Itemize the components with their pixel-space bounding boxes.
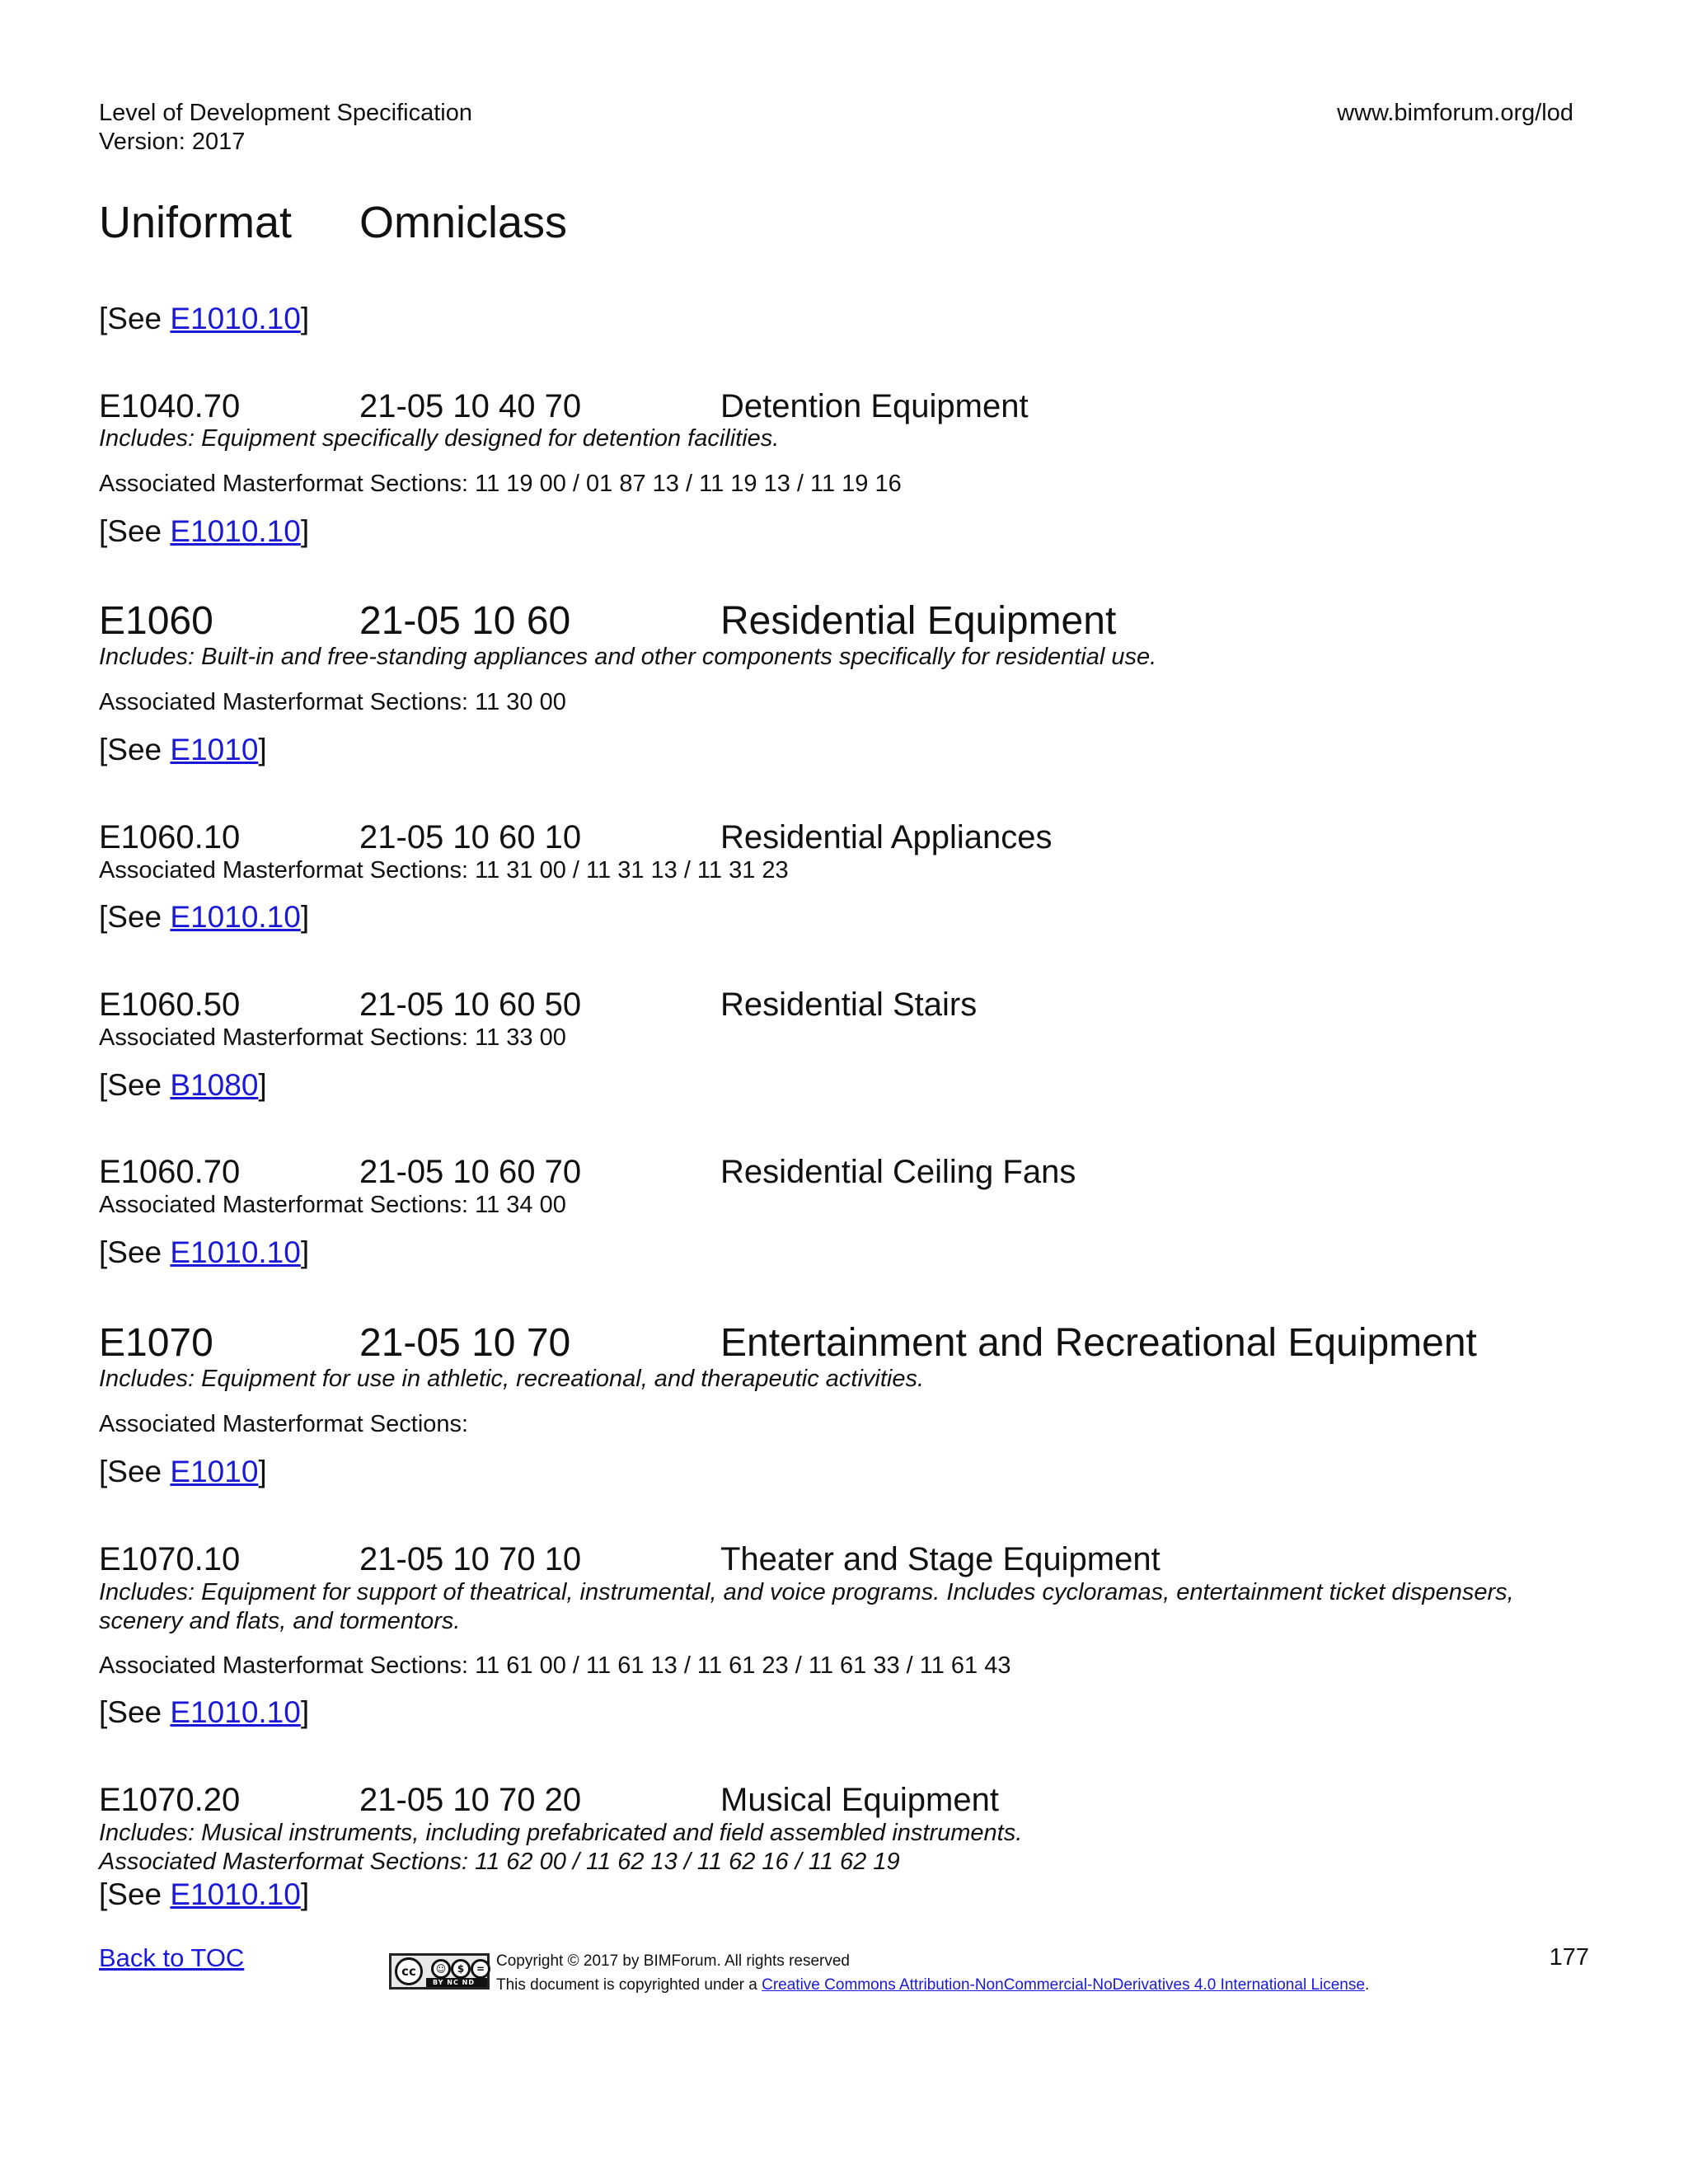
see-link[interactable]: B1080 [170,1068,259,1102]
uniformat-code: E1060.70 [99,1154,241,1190]
includes-text: Includes: Musical instruments, including prefabricated and field assembled instruments. [99,1820,1023,1846]
uniformat-code: E1060.10 [99,819,241,855]
uniformat-code: E1040.70 [99,388,241,424]
includes-text: Includes: Equipment for support of theatrical, instrumental, and voice programs. Includes cycloramas, entertainment ticket dispensers, [99,1579,1514,1605]
back-to-toc-link[interactable]: Back to TOC [99,1943,245,1972]
section-title: Residential Ceiling Fans [720,1154,1076,1190]
associated-sections: Associated Masterformat Sections: 11 19 00 / 01 87 13 / 11 19 13 / 11 19 16 [99,471,902,497]
uniformat-code: E1070.20 [99,1782,241,1818]
associated-sections: Associated Masterformat Sections: 11 30 00 [99,689,566,715]
associated-sections: Associated Masterformat Sections: 11 61 00 / 11 61 13 / 11 61 23 / 11 61 33 / 11 61 43 [99,1652,1011,1679]
omniclass-code: 21-05 10 70 20 [359,1782,582,1818]
omniclass-code: 21-05 10 70 [359,1321,571,1365]
omniclass-code: 21-05 10 40 70 [359,388,582,424]
license-text: This document is copyrighted under a Creative Commons Attribution-NonCommercial-NoDerivatives 4.0 International License. [496,1976,1370,1994]
omniclass-code: 21-05 10 60 70 [359,1154,582,1190]
includes-text: Includes: Built-in and free-standing appliances and other components specifically for residential use. [99,644,1157,670]
see-link[interactable]: E1010.10 [170,1695,301,1729]
copyright-text: Copyright © 2017 by BIMForum. All rights reserved [496,1952,851,1970]
see-reference: [See E1010.10] [99,1695,310,1729]
section-title: Residential Stairs [720,987,978,1023]
uniformat-code: E1070.10 [99,1541,241,1577]
header-version: Version: 2017 [99,129,246,155]
includes-text-continued: scenery and flats, and tormentors. [99,1608,461,1634]
column-title-omniclass: Omniclass [359,198,568,247]
see-link[interactable]: E1010.10 [170,1877,301,1911]
page-number: 177 [1549,1944,1589,1971]
omniclass-code: 21-05 10 60 10 [359,819,582,855]
omniclass-code: 21-05 10 60 50 [359,987,582,1023]
see-link[interactable]: E1010 [170,1455,259,1488]
uniformat-code: E1060.50 [99,987,241,1023]
section-title: Entertainment and Recreational Equipment [720,1321,1477,1365]
associated-sections: Associated Masterformat Sections: [99,1411,469,1437]
see-reference: [See E1010] [99,1455,267,1488]
header-doc-title: Level of Development Specification [99,100,472,126]
see-reference: [See E1010.10] [99,1877,310,1911]
see-link[interactable]: E1010.10 [170,900,301,934]
section-title: Musical Equipment [720,1782,999,1818]
see-reference: [See E1010.10] [99,1235,310,1269]
creative-commons-badge-icon: cc ☺ $ = BY NC ND [389,1953,490,1990]
see-link[interactable]: E1010.10 [170,514,301,548]
includes-text: Includes: Equipment for use in athletic, recreational, and therapeutic activities. [99,1366,925,1392]
see-link[interactable]: E1010.10 [170,1235,301,1269]
omniclass-code: 21-05 10 60 [359,599,571,643]
see-link[interactable]: E1010 [170,733,259,766]
associated-sections: Associated Masterformat Sections: 11 62 00 / 11 62 13 / 11 62 16 / 11 62 19 [99,1849,900,1875]
see-reference: [See B1080] [99,1068,267,1102]
includes-text: Includes: Equipment specifically designed for detention facilities. [99,425,780,452]
see-reference: [See E1010.10] [99,302,310,335]
header-url: www.bimforum.org/lod [1337,100,1573,126]
section-title: Theater and Stage Equipment [720,1541,1160,1577]
omniclass-code: 21-05 10 70 10 [359,1541,582,1577]
associated-sections: Associated Masterformat Sections: 11 34 00 [99,1192,566,1218]
section-title: Residential Equipment [720,599,1117,643]
noncommercial-icon: $ [451,1959,471,1979]
see-reference: [See E1010] [99,733,267,766]
column-title-uniformat: Uniformat [99,198,293,247]
attribution-icon: ☺ [431,1959,451,1979]
section-title: Detention Equipment [720,388,1029,424]
uniformat-code: E1060 [99,599,213,643]
section-title: Residential Appliances [720,819,1053,855]
see-reference: [See E1010.10] [99,514,310,548]
noderivatives-icon: = [471,1959,490,1979]
see-link[interactable]: E1010.10 [170,302,301,335]
see-reference: [See E1010.10] [99,900,310,934]
associated-sections: Associated Masterformat Sections: 11 31 00 / 11 31 13 / 11 31 23 [99,857,789,883]
license-link[interactable]: Creative Commons Attribution-NonCommercial-NoDerivatives 4.0 International License [762,1976,1365,1994]
uniformat-code: E1070 [99,1321,213,1365]
associated-sections: Associated Masterformat Sections: 11 33 00 [99,1024,566,1051]
